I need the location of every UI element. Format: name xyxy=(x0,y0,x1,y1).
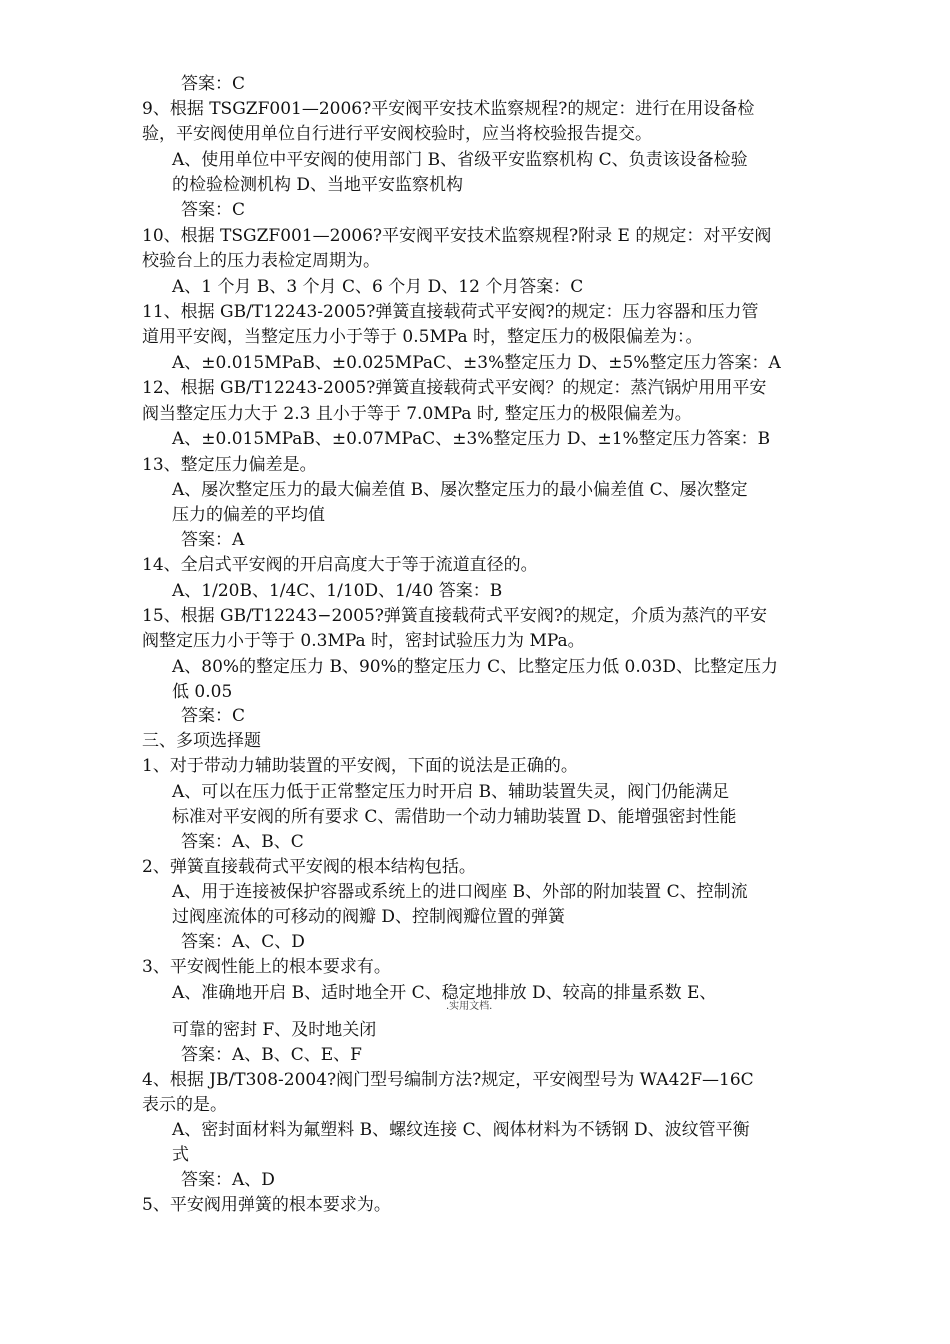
answer-line: 答案：C xyxy=(181,74,246,94)
options-line: A、±0.015MPaB、±0.025MPaC、±3%整定压力 D、±5%整定压力答案：A xyxy=(172,353,781,373)
page-footer: .实用文档. xyxy=(446,1001,493,1012)
question-11: 11、根据 GB/T12243-2005?弹簧直接载荷式平安阀?的规定：压力容器和压力管 xyxy=(142,302,759,322)
answer-line: 答案：A、B、C xyxy=(181,832,304,852)
mc-question-4: 4、根据 JB/T308-2004?阀门型号编制方法?规定，平安阀型号为 WA42F—16C xyxy=(142,1070,754,1090)
mc-question-4-cont: 表示的是。 xyxy=(142,1095,227,1115)
options-line-cont: 过阀座流体的可移动的阀瓣 D、控制阀瓣位置的弹簧 xyxy=(172,907,566,927)
answer-line: 答案：C xyxy=(181,706,246,726)
options-line: A、可以在压力低于正常整定压力时开启 B、辅助装置失灵，阀门仍能满足 xyxy=(172,782,730,802)
options-line-cont: 可靠的密封 F、及时地关闭 xyxy=(172,1020,377,1040)
answer-line: 答案：A xyxy=(181,530,245,550)
question-11-cont: 道用平安阀，当整定压力小于等于 0.5MPa 时，整定压力的极限偏差为：。 xyxy=(142,327,703,347)
options-line-cont: 标准对平安阀的所有要求 C、需借助一个动力辅助装置 D、能增强密封性能 xyxy=(172,807,737,827)
question-10: 10、根据 TSGZF001—2006?平安阀平安技术监察规程?附录 E 的规定：对平安阀 xyxy=(142,226,772,246)
mc-question-5: 5、平安阀用弹簧的根本要求为。 xyxy=(142,1195,391,1215)
options-line: A、80%的整定压力 B、90%的整定压力 C、比整定压力低 0.03D、比整定压力 xyxy=(172,657,779,677)
options-line-cont: 的检验检测机构 D、当地平安监察机构 xyxy=(172,175,464,195)
answer-line: 答案：C xyxy=(181,200,246,220)
section-heading: 三、多项选择题 xyxy=(142,731,261,751)
question-12: 12、根据 GB/T12243-2005?弹簧直接载荷式平安阀？的规定：蒸汽锅炉用用平安 xyxy=(142,378,767,398)
options-line: A、用于连接被保护容器或系统上的进口阀座 B、外部的附加装置 C、控制流 xyxy=(172,882,748,902)
options-line: A、1/20B、1/4C、1/10D、1/40 答案：B xyxy=(172,581,503,601)
question-9: 9、根据 TSGZF001—2006?平安阀平安技术监察规程?的规定：进行在用设备检 xyxy=(142,99,755,119)
question-14: 14、全启式平安阀的开启高度大于等于流道直径的。 xyxy=(142,555,538,575)
question-13: 13、整定压力偏差是。 xyxy=(142,455,317,475)
question-9-cont: 验，平安阀使用单位自行进行平安阀校验时，应当将校验报告提交。 xyxy=(142,124,652,144)
options-line-cont: 式 xyxy=(172,1145,189,1165)
options-line: A、屡次整定压力的最大偏差值 B、屡次整定压力的最小偏差值 C、屡次整定 xyxy=(172,480,748,500)
options-line-cont: 压力的偏差的平均值 xyxy=(172,505,325,525)
options-line-cont: 低 0.05 xyxy=(172,682,233,702)
mc-question-1: 1、对于带动力辅助装置的平安阀，下面的说法是正确的。 xyxy=(142,756,578,776)
options-line: A、密封面材料为氟塑料 B、螺纹连接 C、阀体材料为不锈钢 D、波纹管平衡 xyxy=(172,1120,750,1140)
answer-line: 答案：A、C、D xyxy=(181,932,305,952)
question-15: 15、根据 GB/T12243−2005?弹簧直接载荷式平安阀?的规定，介质为蒸汽的平安 xyxy=(142,606,767,626)
options-line: A、准确地开启 B、适时地全开 C、稳定地排放 D、较高的排量系数 E、 xyxy=(172,983,717,1003)
options-line: A、±0.015MPaB、±0.07MPaC、±3%整定压力 D、±1%整定压力答案：B xyxy=(172,429,771,449)
question-10-cont: 校验台上的压力表检定周期为。 xyxy=(142,251,380,271)
answer-line: 答案：A、B、C、E、F xyxy=(181,1045,362,1065)
options-line: A、使用单位中平安阀的使用部门 B、省级平安监察机构 C、负责该设备检验 xyxy=(172,150,748,170)
question-12-cont: 阀当整定压力大于 2.3 且小于等于 7.0MPa 时, 整定压力的极限偏差为。 xyxy=(142,404,692,424)
question-15-cont: 阀整定压力小于等于 0.3MPa 时，密封试验压力为 MPa。 xyxy=(142,631,585,651)
options-line: A、1 个月 B、3 个月 C、6 个月 D、12 个月答案：C xyxy=(172,277,584,297)
answer-line: 答案：A、D xyxy=(181,1170,275,1190)
mc-question-2: 2、弹簧直接载荷式平安阀的根本结构包括。 xyxy=(142,857,476,877)
mc-question-3: 3、平安阀性能上的根本要求有。 xyxy=(142,957,391,977)
